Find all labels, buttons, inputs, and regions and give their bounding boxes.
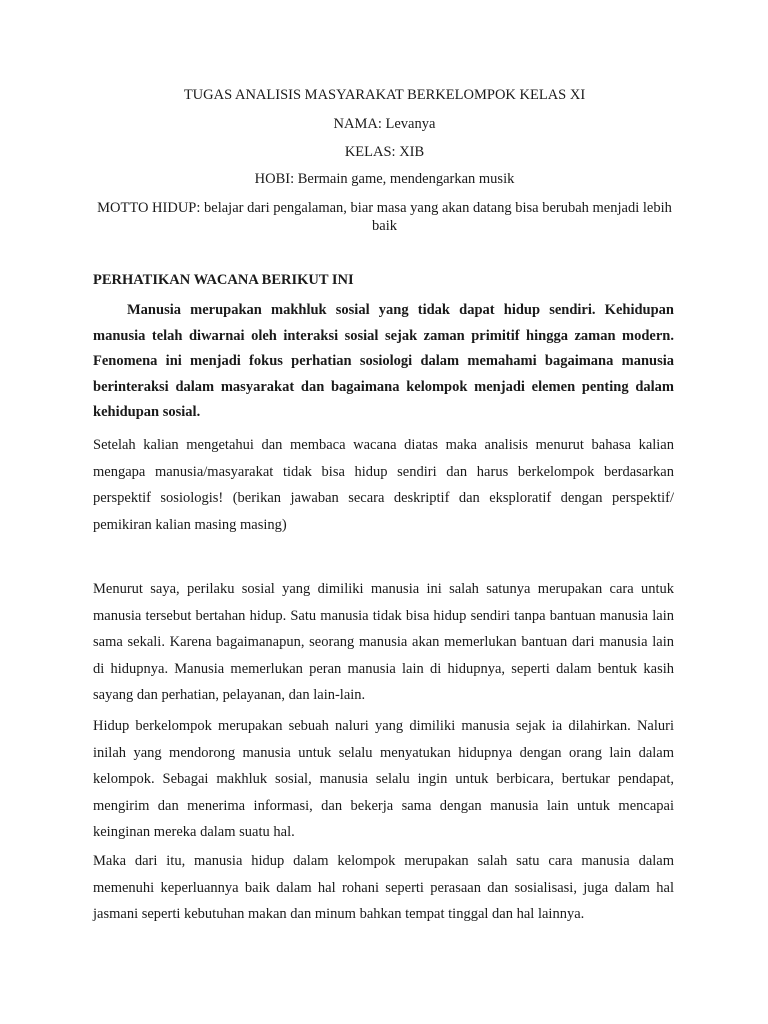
wacana-paragraph: Manusia merupakan makhluk sosial yang tidak dapat hidup sendiri. Kehidupan manusia telah diwarnai oleh interaksi sosial sejak zaman primitif hingga zaman modern. Fenomena ini menjadi fokus perhatian sosiologi dalam memahami bagaimana manusia berinteraksi dalam masyarakat dan bagaimana kelompok menjadi elemen penting dalam kehidupan sosial.: [93, 302, 674, 420]
document-title: TUGAS ANALISIS MASYARAKAT BERKELOMPOK KELAS XI: [183, 87, 586, 103]
student-name: NAMA: Levanya: [333, 116, 436, 132]
question-paragraph: Setelah kalian mengetahui dan membaca wacana diatas maka analisis menurut bahasa kalian mengapa manusia/masyarakat tidak bisa hidup sendiri dan harus berkelompok berdasarkan perspektif sosiologis! (berikan jawaban secara deskriptif dan eksploratif dengan perspektif/ pemikiran kalian masing masing): [93, 437, 674, 533]
student-hobby: HOBI: Bermain game, mendengarkan musik: [254, 171, 515, 187]
answer-paragraph-2: Hidup berkelompok merupakan sebuah naluri yang dimiliki manusia sejak ia dilahirkan. Naluri inilah yang mendorong manusia untuk selalu menyatukan hidupnya dengan orang lain dalam kelompok. Sebagai makhluk sosial, manusia selalu ingin untuk berbicara, bertukar pendapat, mengirim dan menerima informasi, dan bekerja sama dengan manusia lain untuk mencapai keinginan mereka dalam suatu hal.: [93, 718, 674, 840]
student-motto: MOTTO HIDUP: belajar dari pengalaman, biar masa yang akan datang bisa berubah menjadi lebih baik: [97, 200, 672, 234]
answer-paragraph-3: Maka dari itu, manusia hidup dalam kelompok merupakan salah satu cara manusia dalam memenuhi keperluannya baik dalam hal rohani seperti perasaan dan sosialisasi, juga dalam hal jasmani seperti kebutuhan makan dan minum bahkan tempat tinggal dan hal lainnya.: [93, 853, 674, 922]
answer-paragraph-1: Menurut saya, perilaku sosial yang dimiliki manusia ini salah satunya merupakan cara untuk manusia tersebut bertahan hidup. Satu manusia tidak bisa hidup sendiri tanpa bantuan manusia lain sama sekali. Karena bagaimanapun, seorang manusia akan memerlukan bantuan dari manusia lain di hidupnya. Manusia memerlukan peran manusia lain di hidupnya, seperti dalam bentuk kasih sayang dan perhatian, pelayanan, dan lain-lain.: [93, 581, 674, 703]
student-class: KELAS: XIB: [344, 144, 425, 160]
section-heading: PERHATIKAN WACANA BERIKUT INI: [93, 272, 354, 288]
